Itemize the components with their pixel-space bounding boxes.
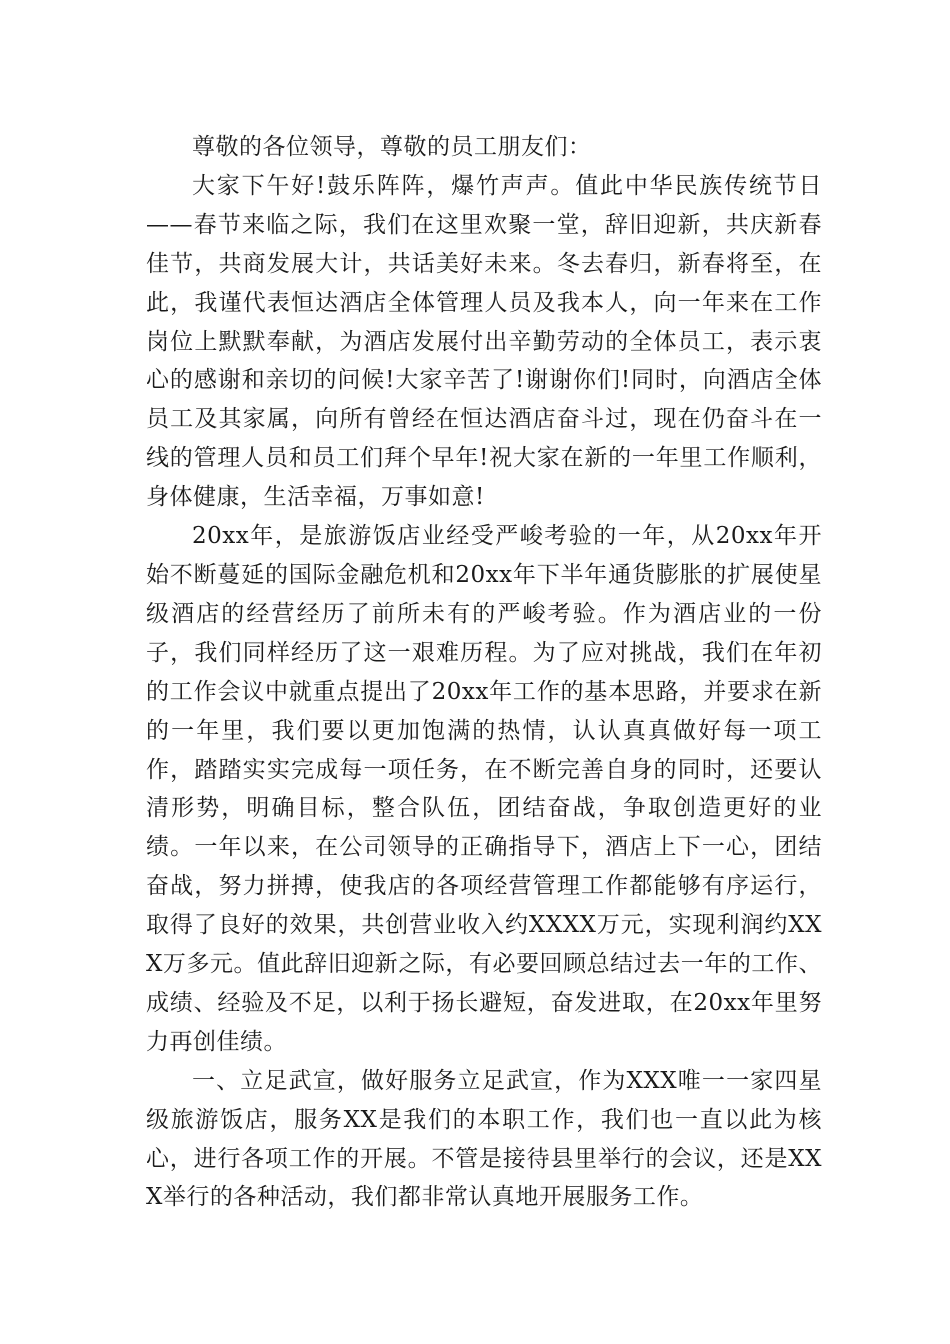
year-review-paragraph: 20xx年，是旅游饭店业经受严峻考验的一年，从20xx年开始不断蔓延的国际金融危机和20xx年下半年通货膨胀的扩展使星级酒店的经营经历了前所未有的严峻考验。作为酒店业的一份子，我们同样经历了这一艰难历程。为了应对挑战，我们在年初的工作会议中就重点提出了20xx年工作的基本思路，并要求在新的一年里，我们要以更加饱满的热情，认认真真做好每一项工作，踏踏实实完成每一项任务，在不断完善自身的同时，还要认清形势，明确目标，整合队伍，团结奋战，争取创造更好的业绩。一年以来，在公司领导的正确指导下，酒店上下一心，团结奋战，努力拼搏，使我店的各项经营管理工作都能够有序运行，取得了良好的效果，共创营业收入约XXXX万元，实现利润约XXX万多元。值此辞旧迎新之际，有必要回顾总结过去一年的工作、成绩、经验及不足，以利于扬长避短，奋发进取，在20xx年里努力再创佳绩。 — [146, 523, 822, 1055]
salutation-paragraph: 尊敬的各位领导，尊敬的员工朋友们： — [192, 134, 592, 160]
greeting-paragraph: 大家下午好!鼓乐阵阵，爆竹声声。值此中华民族传统节日——春节来临之际，我们在这里欢聚一堂，辞旧迎新，共庆新春佳节，共商发展大计，共话美好未来。冬去春归，新春将至，在此，我谨代表恒达酒店全体管理人员及我本人，向一年来在工作岗位上默默奉献，为酒店发展付出辛勤劳动的全体员工，表示衷心的感谢和亲切的问候!大家辛苦了!谢谢你们!同时，向酒店全体员工及其家属，向所有曾经在恒达酒店奋斗过，现在仍奋斗在一线的管理人员和员工们拜个早年!祝大家在新的一年里工作顺利，身体健康，生活幸福，万事如意! — [146, 172, 822, 511]
section-one-paragraph: 一、立足武宣，做好服务立足武宣，作为XXX唯一一家四星级旅游饭店，服务XX是我们的本职工作，我们也一直以此为核心，进行各项工作的开展。不管是接待县里举行的会议，还是XXX举行的各种活动，我们都非常认真地开展服务工作。 — [146, 1067, 822, 1211]
document-body — [146, 128, 822, 1217]
